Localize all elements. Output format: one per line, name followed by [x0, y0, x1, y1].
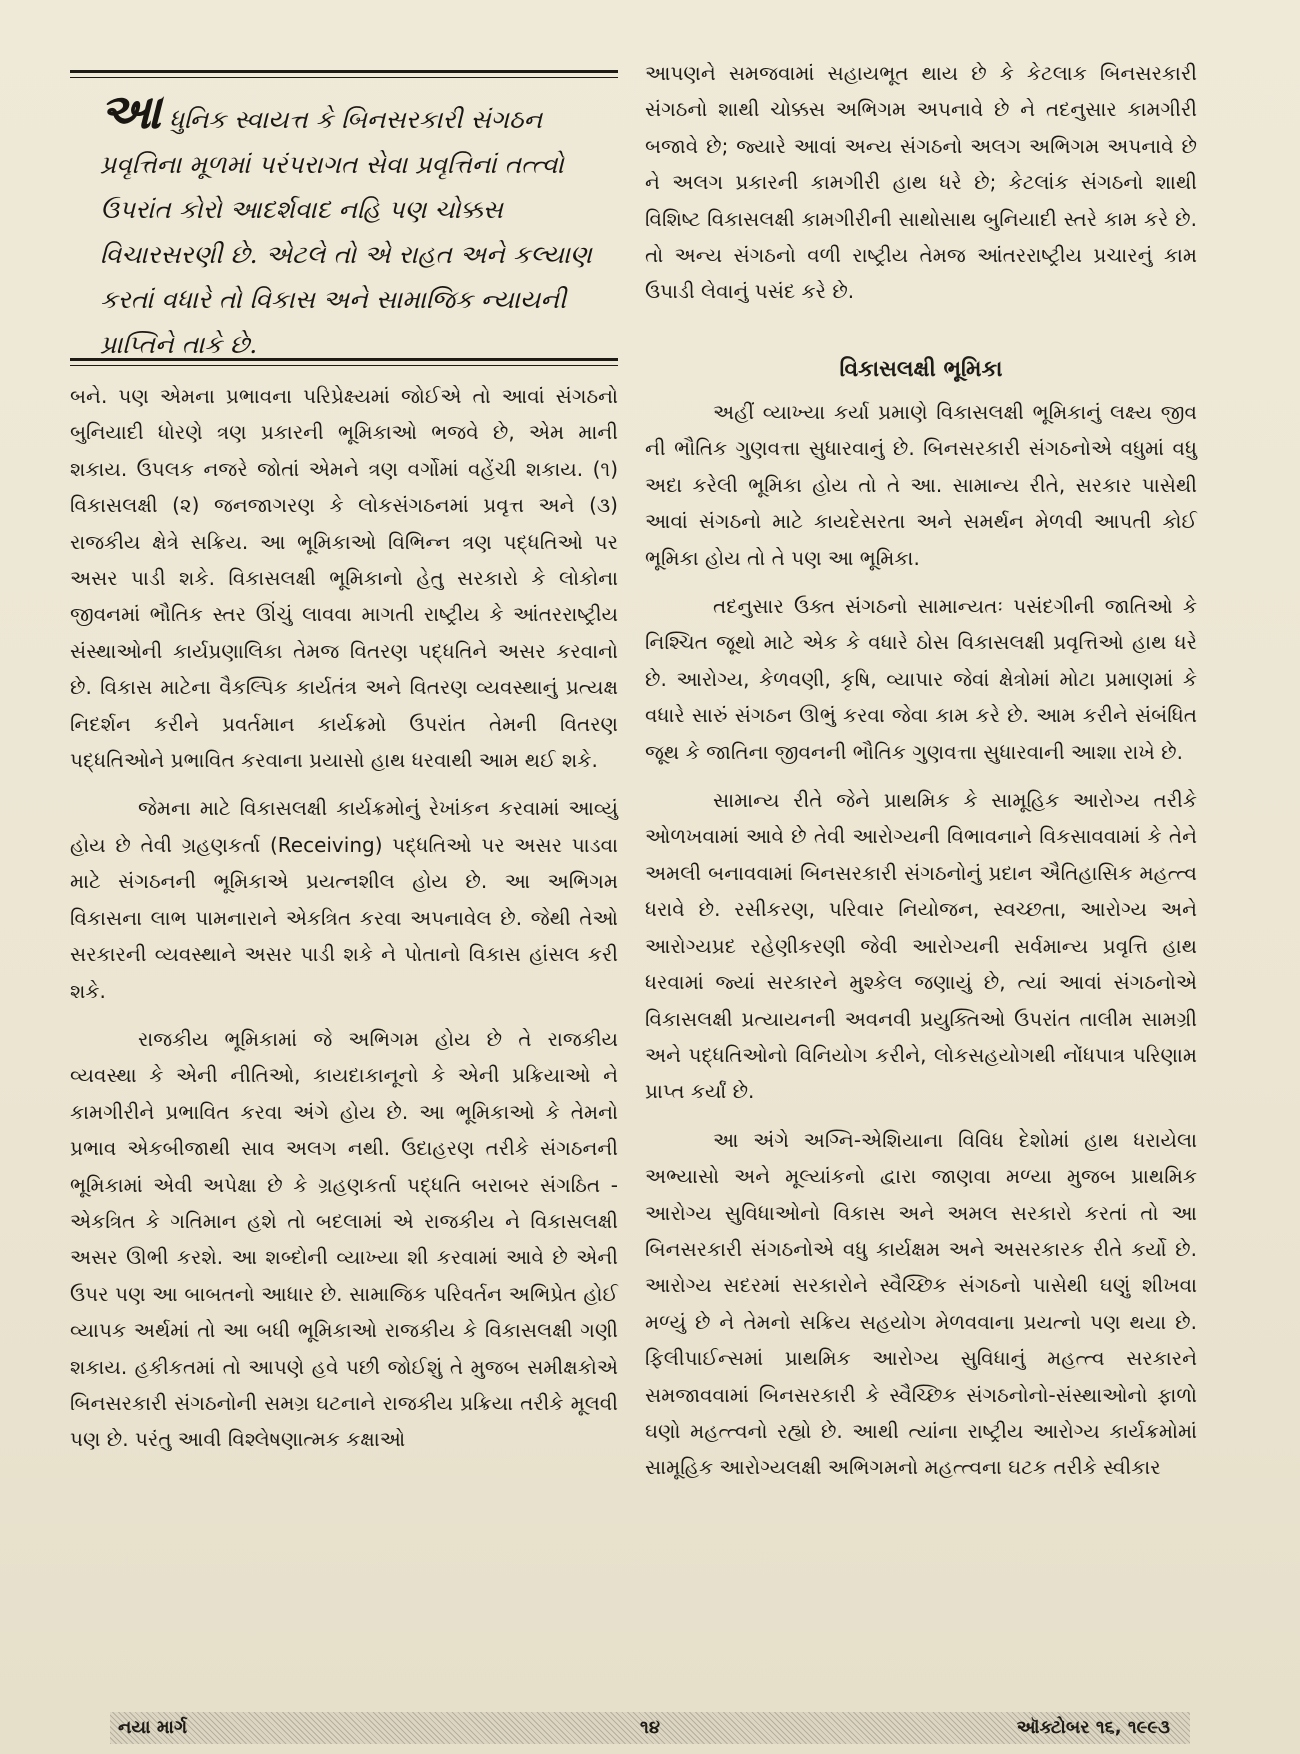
- page-footer: [110, 1712, 1190, 1744]
- pull-quote-drop-letter: આ: [100, 84, 162, 140]
- publication-name: નયા માર્ગ: [118, 1717, 188, 1738]
- paragraph: તદનુસાર ઉક્ત સંગઠનો સામાન્યતઃ પસંદગીની જાતિઓ કે નિશ્ચિત જૂથો માટે એક કે વધારે ઠોસ વિકાસલક્ષી પ્રવૃત્તિઓ હાથ ધરે છે. આરોગ્ય, કેળવણી, કૃષિ, વ્યાપાર જેવાં ક્ષેત્રોમાં મોટા પ્રમાણમાં કે વધારે સારું સંગઠન ઊભું કરવા જેવા કામ કરે છે. આમ કરીને સંબંધિત જૂથ કે જાતિના જીવનની ભૌતિક ગુણવત્તા સુધારવાની આશા રાખે છે.: [645, 594, 1197, 764]
- pull-quote-text: ધુનિક સ્વાયત્ત કે બિનસરકારી સંગઠન પ્રવૃત્તિના મૂળમાં પરંપરાગત સેવા પ્રવૃત્તિનાં તત્ત્વો ઉપરાંત કોરો આદર્શવાદ નહિ પણ ચોક્કસ વિચારસરણી છે. એટલે તો એ રાહત અને કલ્યાણ કરતાં વધારે તો વિકાસ અને સામાજિક ન્યાયની પ્રાપ્તિને તાકે છે.: [100, 105, 592, 359]
- paragraph: રાજકીય ભૂમિકામાં જે અભિગમ હોય છે તે રાજકીય વ્યવસ્થા કે એની નીતિઓ, કાયદાકાનૂનો કે એની પ્રક્રિયાઓ ને કામગીરીને પ્રભાવિત કરવા અંગે હોય છે. આ ભૂમિકાઓ કે તેમનો પ્રભાવ એકબીજાથી સાવ અલગ નથી. ઉદાહરણ તરીકે સંગઠનની ભૂમિકામાં એવી અપેક્ષા છે કે ગ્રહણકર્તા પદ્ધતિ બરાબર સંગઠિત - એકત્રિત કે ગતિમાન હશે તો બદલામાં એ રાજકીય ને વિકાસલક્ષી અસર ઊભી કરશે. આ શબ્દોની વ્યાખ્યા શી કરવામાં આવે છે એની ઉપર પણ આ બાબતનો આધાર છે. સામાજિક પરિવર્તન અભિપ્રેત હોઈ વ્યાપક અર્થમાં તો આ બધી ભૂમિકાઓ રાજકીય કે વિકાસલક્ષી ગણી શકાય. હકીકતમાં તો આપણે હવે પછી જોઈશું તે મુજબ સમીક્ષકોએ બિનસરકારી સંગઠનોની સમગ્ર ઘટનાને રાજકીય પ્રક્રિયા તરીકે મૂલવી પણ છે. પરંતુ આવી વિશ્લેષણાત્મક કક્ષાઓ: [70, 1026, 618, 1452]
- pull-quote: [100, 84, 615, 367]
- paragraph: જેમના માટે વિકાસલક્ષી કાર્યક્રમોનું રેખાંકન કરવામાં આવ્યું હોય છે તેવી ગ્રહણકર્તા (Receiving) પદ્ધતિઓ પર અસર પાડવા માટે સંગઠનની ભૂમિકાએ પ્રયત્નશીલ હોય છે. આ અભિગમ વિકાસના લાભ પામનારાને એકત્રિત કરવા અપનાવેલ છે. જેથી તેઓ સરકારની વ્યવસ્થાને અસર પાડી શકે ને પોતાનો વિકાસ હાંસલ કરી શકે.: [70, 796, 618, 1003]
- pull-quote-bottom-rule: [70, 358, 618, 366]
- paragraph: સામાન્ય રીતે જેને પ્રાથમિક કે સામૂહિક આરોગ્ય તરીકે ઓળખવામાં આવે છે તેવી આરોગ્યની વિભાવનાને વિકસાવવામાં કે તેને અમલી બનાવવામાં બિનસરકારી સંગઠનોનું પ્રદાન ઐતિહાસિક મહત્ત્વ ધરાવે છે. રસીકરણ, પરિવાર નિયોજન, સ્વચ્છતા, આરોગ્ય અને આરોગ્યપ્રદ રહેણીકરણી જેવી આરોગ્યની સર્વમાન્ય પ્રવૃત્તિ હાથ ધરવામાં જ્યાં સરકારને મુશ્કેલ જણાયું છે, ત્યાં આવાં સંગઠનોએ વિકાસલક્ષી પ્રત્યાયનની અવનવી પ્રયુક્તિઓ ઉપરાંત તાલીમ સામગ્રી અને પદ્ધતિઓનો વિનિયોગ કરીને, લોકસહયોગથી નોંધપાત્ર પરિણામ પ્રાપ્ત કર્યાં છે.: [645, 788, 1197, 1104]
- paragraph: બને. પણ એમના પ્રભાવના પરિપ્રેક્ષ્યમાં જોઈએ તો આવાં સંગઠનો બુનિયાદી ધોરણે ત્રણ પ્રકારની ભૂમિકાઓ ભજવે છે, એમ માની શકાય. ઉપલક નજરે જોતાં એમને ત્રણ વર્ગોમાં વહેંચી શકાય. (૧) વિકાસલક્ષી (૨) જનજાગરણ કે લોકસંગઠનમાં પ્રવૃત્ત અને (૩) રાજકીય ક્ષેત્રે સક્રિય. આ ભૂમિકાઓ વિભિન્ન ત્રણ પદ્ધતિઓ પર અસર પાડી શકે. વિકાસલક્ષી ભૂમિકાનો હેતુ સરકારો કે લોકોના જીવનમાં ભૌતિક સ્તર ઊંચું લાવવા માગતી રાષ્ટ્રીય કે આંતરરાષ્ટ્રીય સંસ્થાઓની કાર્યપ્રણાલિકા તેમજ વિતરણ પદ્ધતિને અસર કરવાનો છે. વિકાસ માટેના વૈકલ્પિક કાર્યતંત્ર અને વિતરણ વ્યવસ્થાનું પ્રત્યક્ષ નિદર્શન કરીને પ્રવર્તમાન કાર્યક્રમો ઉપરાંત તેમની વિતરણ પદ્ધતિઓને પ્રભાવિત કરવાના પ્રયાસો હાથ ધરવાથી આમ થઈ શકે.: [70, 384, 618, 773]
- paragraph: આ અંગે અગ્નિ-એશિયાના વિવિધ દેશોમાં હાથ ધરાયેલા અભ્યાસો અને મૂલ્યાંકનો દ્વારા જાણવા મળ્યા મુજબ પ્રાથમિક આરોગ્ય સુવિધાઓનો વિકાસ અને અમલ સરકારો કરતાં તો આ બિનસરકારી સંગઠનોએ વધુ કાર્યક્ષમ અને અસરકારક રીતે કર્યો છે. આરોગ્ય સદરમાં સરકારોને સ્વૈચ્છિક સંગઠનો પાસેથી ઘણું શીખવા મળ્યું છે ને તેમનો સક્રિય સહયોગ મેળવવાના પ્રયત્નો પણ થયા છે. ફિલીપાઈન્સમાં પ્રાથમિક આરોગ્ય સુવિધાનું મહત્ત્વ સરકારને સમજાવવામાં બિનસરકારી કે સ્વૈચ્છિક સંગઠનોનો-સંસ્થાઓનો ફાળો ઘણો મહત્ત્વનો રહ્યો છે. આથી ત્યાંના રાષ્ટ્રીય આરોગ્ય કાર્યક્રમોમાં સામૂહિક આરોગ્યલક્ષી અભિગમનો મહત્ત્વના ઘટક તરીકે સ્વીકાર: [645, 1127, 1197, 1480]
- pull-quote-top-rule: [70, 70, 618, 78]
- left-body-text: [70, 378, 618, 1458]
- right-body-intro: [645, 55, 1197, 310]
- section-heading: વિકાસલક્ષી ભૂમિકા: [839, 357, 1003, 382]
- paragraph: અહીં વ્યાખ્યા કર્યા પ્રમાણે વિકાસલક્ષી ભૂમિકાનું લક્ષ્ય જીવ ની ભૌતિક ગુણવત્તા સુધારવાનું છે. બિનસરકારી સંગઠનોએ વધુમાં વધુ અદા કરેલી ભૂમિકા હોય તો તે આ. સામાન્ય રીતે, સરકાર પાસેથી આવાં સંગઠનો માટે કાયદેસરતા અને સમર્થન મેળવી આપતી કોઈ ભૂમિકા હોય તો તે પણ આ ભૂમિકા.: [645, 400, 1197, 570]
- right-body-text: [645, 394, 1197, 1486]
- page-number: ૧૪: [640, 1717, 660, 1738]
- paragraph: આપણને સમજવામાં સહાયભૂત થાય છે કે કેટલાક બિનસરકારી સંગઠનો શાથી ચોક્કસ અભિગમ અપનાવે છે ને તદનુસાર કામગીરી બજાવે છે; જ્યારે આવાં અન્ય સંગઠનો અલગ અભિગમ અપનાવે છે ને અલગ પ્રકારની કામગીરી હાથ ધરે છે; કેટલાંક સંગઠનો શાથી વિશિષ્ટ વિકાસલક્ષી કામગીરીની સાથોસાથ બુનિયાદી સ્તરે કામ કરે છે. તો અન્ય સંગઠનો વળી રાષ્ટ્રીય તેમજ આંતરરાષ્ટ્રીય પ્રચારનું કામ ઉપાડી લેવાનું પસંદ કરે છે.: [645, 61, 1197, 304]
- issue-date: ઑક્ટોબર ૧૬, ૧૯૯૩: [1016, 1717, 1170, 1738]
